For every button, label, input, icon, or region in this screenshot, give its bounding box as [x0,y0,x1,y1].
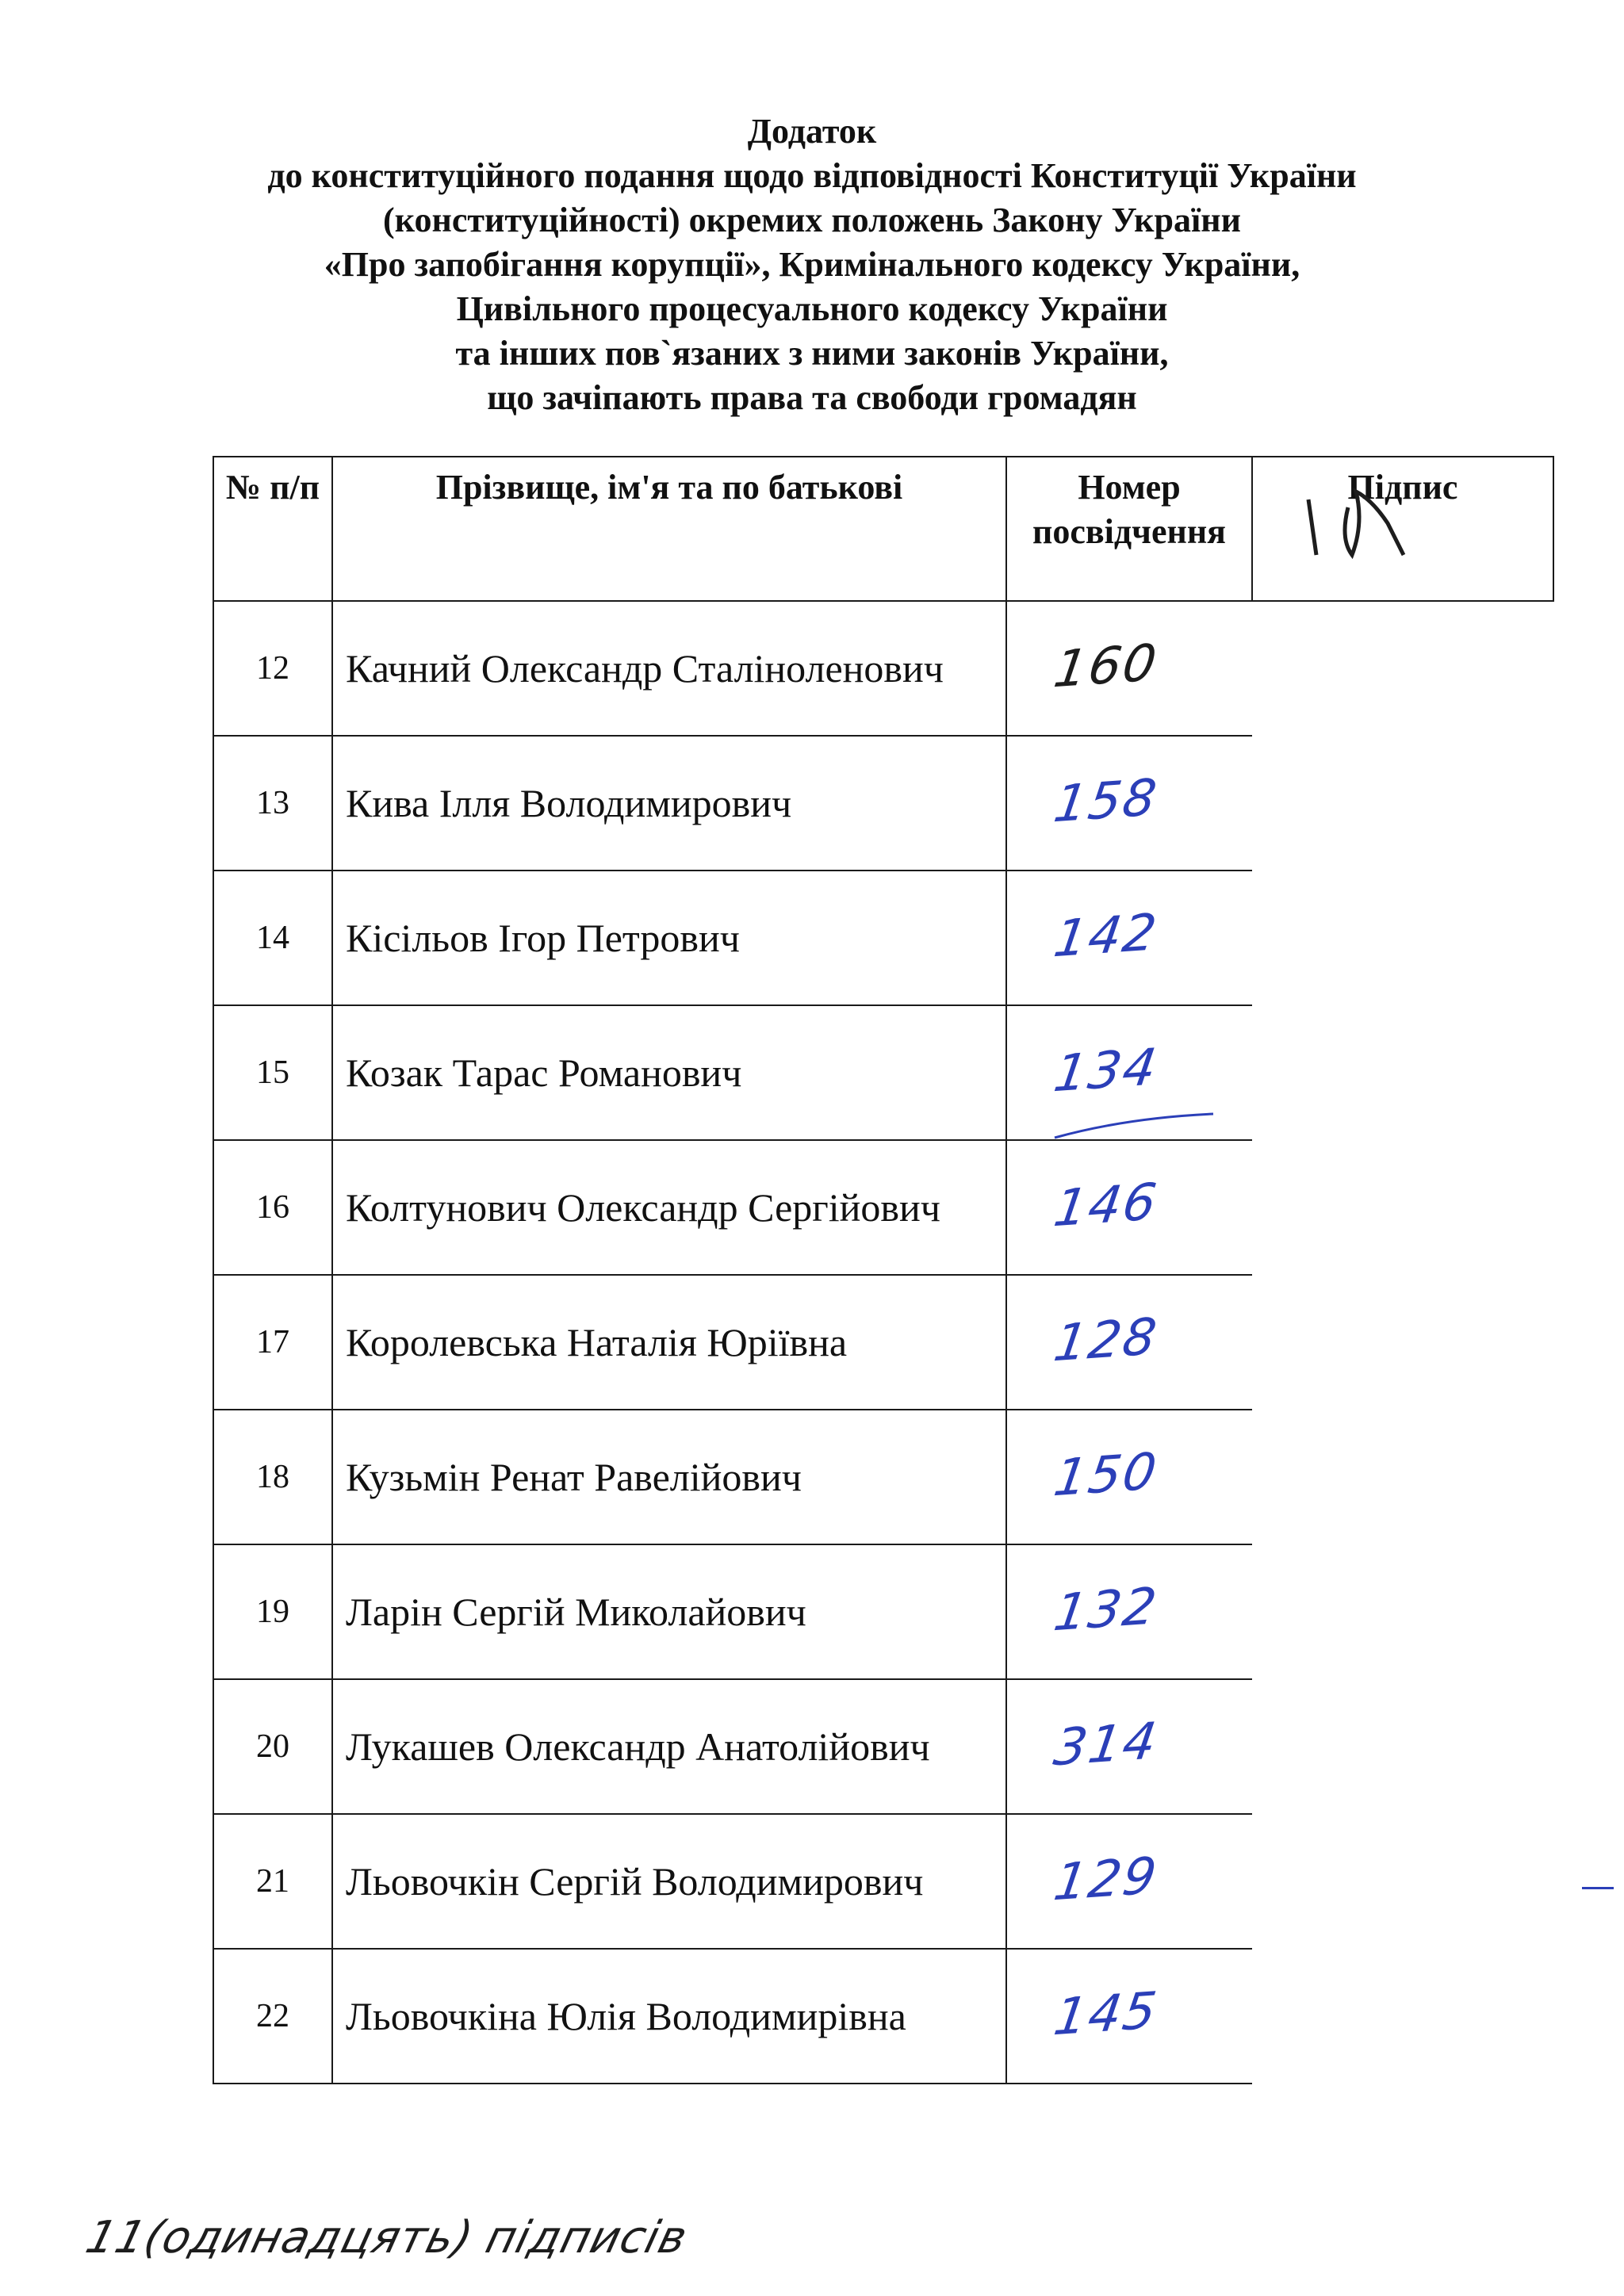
table-row [213,1140,1553,1275]
signature-cell [1252,1005,1553,1140]
signature-cell [1252,736,1553,871]
table-row [213,1949,1553,2084]
certificate-number-cell [1006,1679,1252,1814]
certificate-number-cell [1006,736,1252,871]
deputy-name: Козак Тарас Романович [332,1005,1006,1140]
table-row [213,736,1553,871]
table-row [213,601,1553,736]
handwritten-certificate-number: 314 [1050,1712,1162,1778]
table-row [213,1544,1553,1679]
row-number: 22 [213,1949,332,2084]
signature-cell [1252,871,1553,1005]
signature-scribble-icon [1293,476,1451,563]
table-row [213,1814,1553,1949]
signature-table [213,456,1554,2084]
heading-line-5: Цивільного процесуального кодексу України [456,289,1168,328]
table-row [213,1679,1553,1814]
deputy-name: Льовочкін Сергій Володимирович [332,1814,1006,1949]
handwritten-certificate-number: 132 [1050,1577,1162,1644]
signature-cell [1252,1679,1553,1814]
pen-stroke-icon [1047,1110,1221,1142]
heading-line-7: що зачіпають права та свободи громадян [487,378,1137,417]
signature-cell [1252,601,1553,736]
handwritten-certificate-number: 129 [1050,1846,1162,1913]
row-number: 13 [213,736,332,871]
heading-line-3: (конституційності) окремих положень Закону України [383,201,1241,239]
table-row [213,871,1553,1005]
certificate-number-cell [1006,1544,1252,1679]
heading-line-4: «Про запобігання корупції», Кримінального кодексу України, [324,245,1300,284]
row-number: 12 [213,601,332,736]
table-row [213,1005,1553,1140]
row-number: 20 [213,1679,332,1814]
deputy-name: Кива Ілля Володимирович [332,736,1006,871]
deputy-name: Льовочкіна Юлія Володимирівна [332,1949,1006,2084]
header-name: Прізвище, ім'я та по батькові [332,457,1006,601]
signature-count-note: 11(одинадцять) підписів [80,2212,693,2263]
row-number: 16 [213,1140,332,1275]
deputy-name: Лукашев Олександр Анатолійович [332,1679,1006,1814]
row-number: 15 [213,1005,332,1140]
row-number: 18 [213,1410,332,1544]
header-num: № п/п [213,457,332,601]
certificate-number-cell [1006,1410,1252,1544]
header-cert: Номер посвідчення [1006,457,1252,601]
deputy-name: Ларін Сергій Миколайович [332,1544,1006,1679]
certificate-number-cell [1006,1949,1252,2084]
handwritten-certificate-number: 150 [1050,1442,1162,1509]
heading-line-6: та інших пов`язаних з ними законів України, [455,334,1169,373]
signature-cell [1252,1140,1553,1275]
row-number: 14 [213,871,332,1005]
table-row [213,1275,1553,1410]
deputy-name: Кузьмін Ренат Равелійович [332,1410,1006,1544]
handwritten-certificate-number: 145 [1050,1981,1162,2048]
row-number: 17 [213,1275,332,1410]
heading-line-2: до конституційного подання щодо відповідності Конституції України [267,156,1357,195]
certificate-number-cell [1006,601,1252,736]
table-row [213,1410,1553,1544]
signature-cell [1252,1410,1553,1544]
deputy-name: Королевська Наталія Юріївна [332,1275,1006,1410]
certificate-number-cell [1006,1140,1252,1275]
handwritten-certificate-number: 128 [1050,1307,1162,1374]
signature-cell [1252,1814,1553,1949]
deputy-name: Качний Олександр Сталіноленович [332,601,1006,736]
handwritten-certificate-number: 146 [1050,1173,1162,1239]
deputy-name: Колтунович Олександр Сергійович [332,1140,1006,1275]
row-number: 21 [213,1814,332,1949]
signature-cell [1252,1949,1553,2084]
handwritten-certificate-number: 134 [1050,1038,1162,1104]
document-heading [0,109,1624,420]
header-sign: Підпис [1252,457,1553,601]
signature-cell [1252,1275,1553,1410]
margin-dash-icon [1582,1887,1614,1889]
certificate-number-cell [1006,871,1252,1005]
row-number: 19 [213,1544,332,1679]
handwritten-certificate-number: 142 [1050,903,1162,970]
deputy-name: Кісільов Ігор Петрович [332,871,1006,1005]
handwritten-certificate-number: 158 [1050,768,1162,835]
certificate-number-cell [1006,1814,1252,1949]
certificate-number-cell [1006,1275,1252,1410]
heading-line-1: Додаток [747,112,877,151]
handwritten-certificate-number: 160 [1050,633,1162,700]
signature-cell [1252,1544,1553,1679]
